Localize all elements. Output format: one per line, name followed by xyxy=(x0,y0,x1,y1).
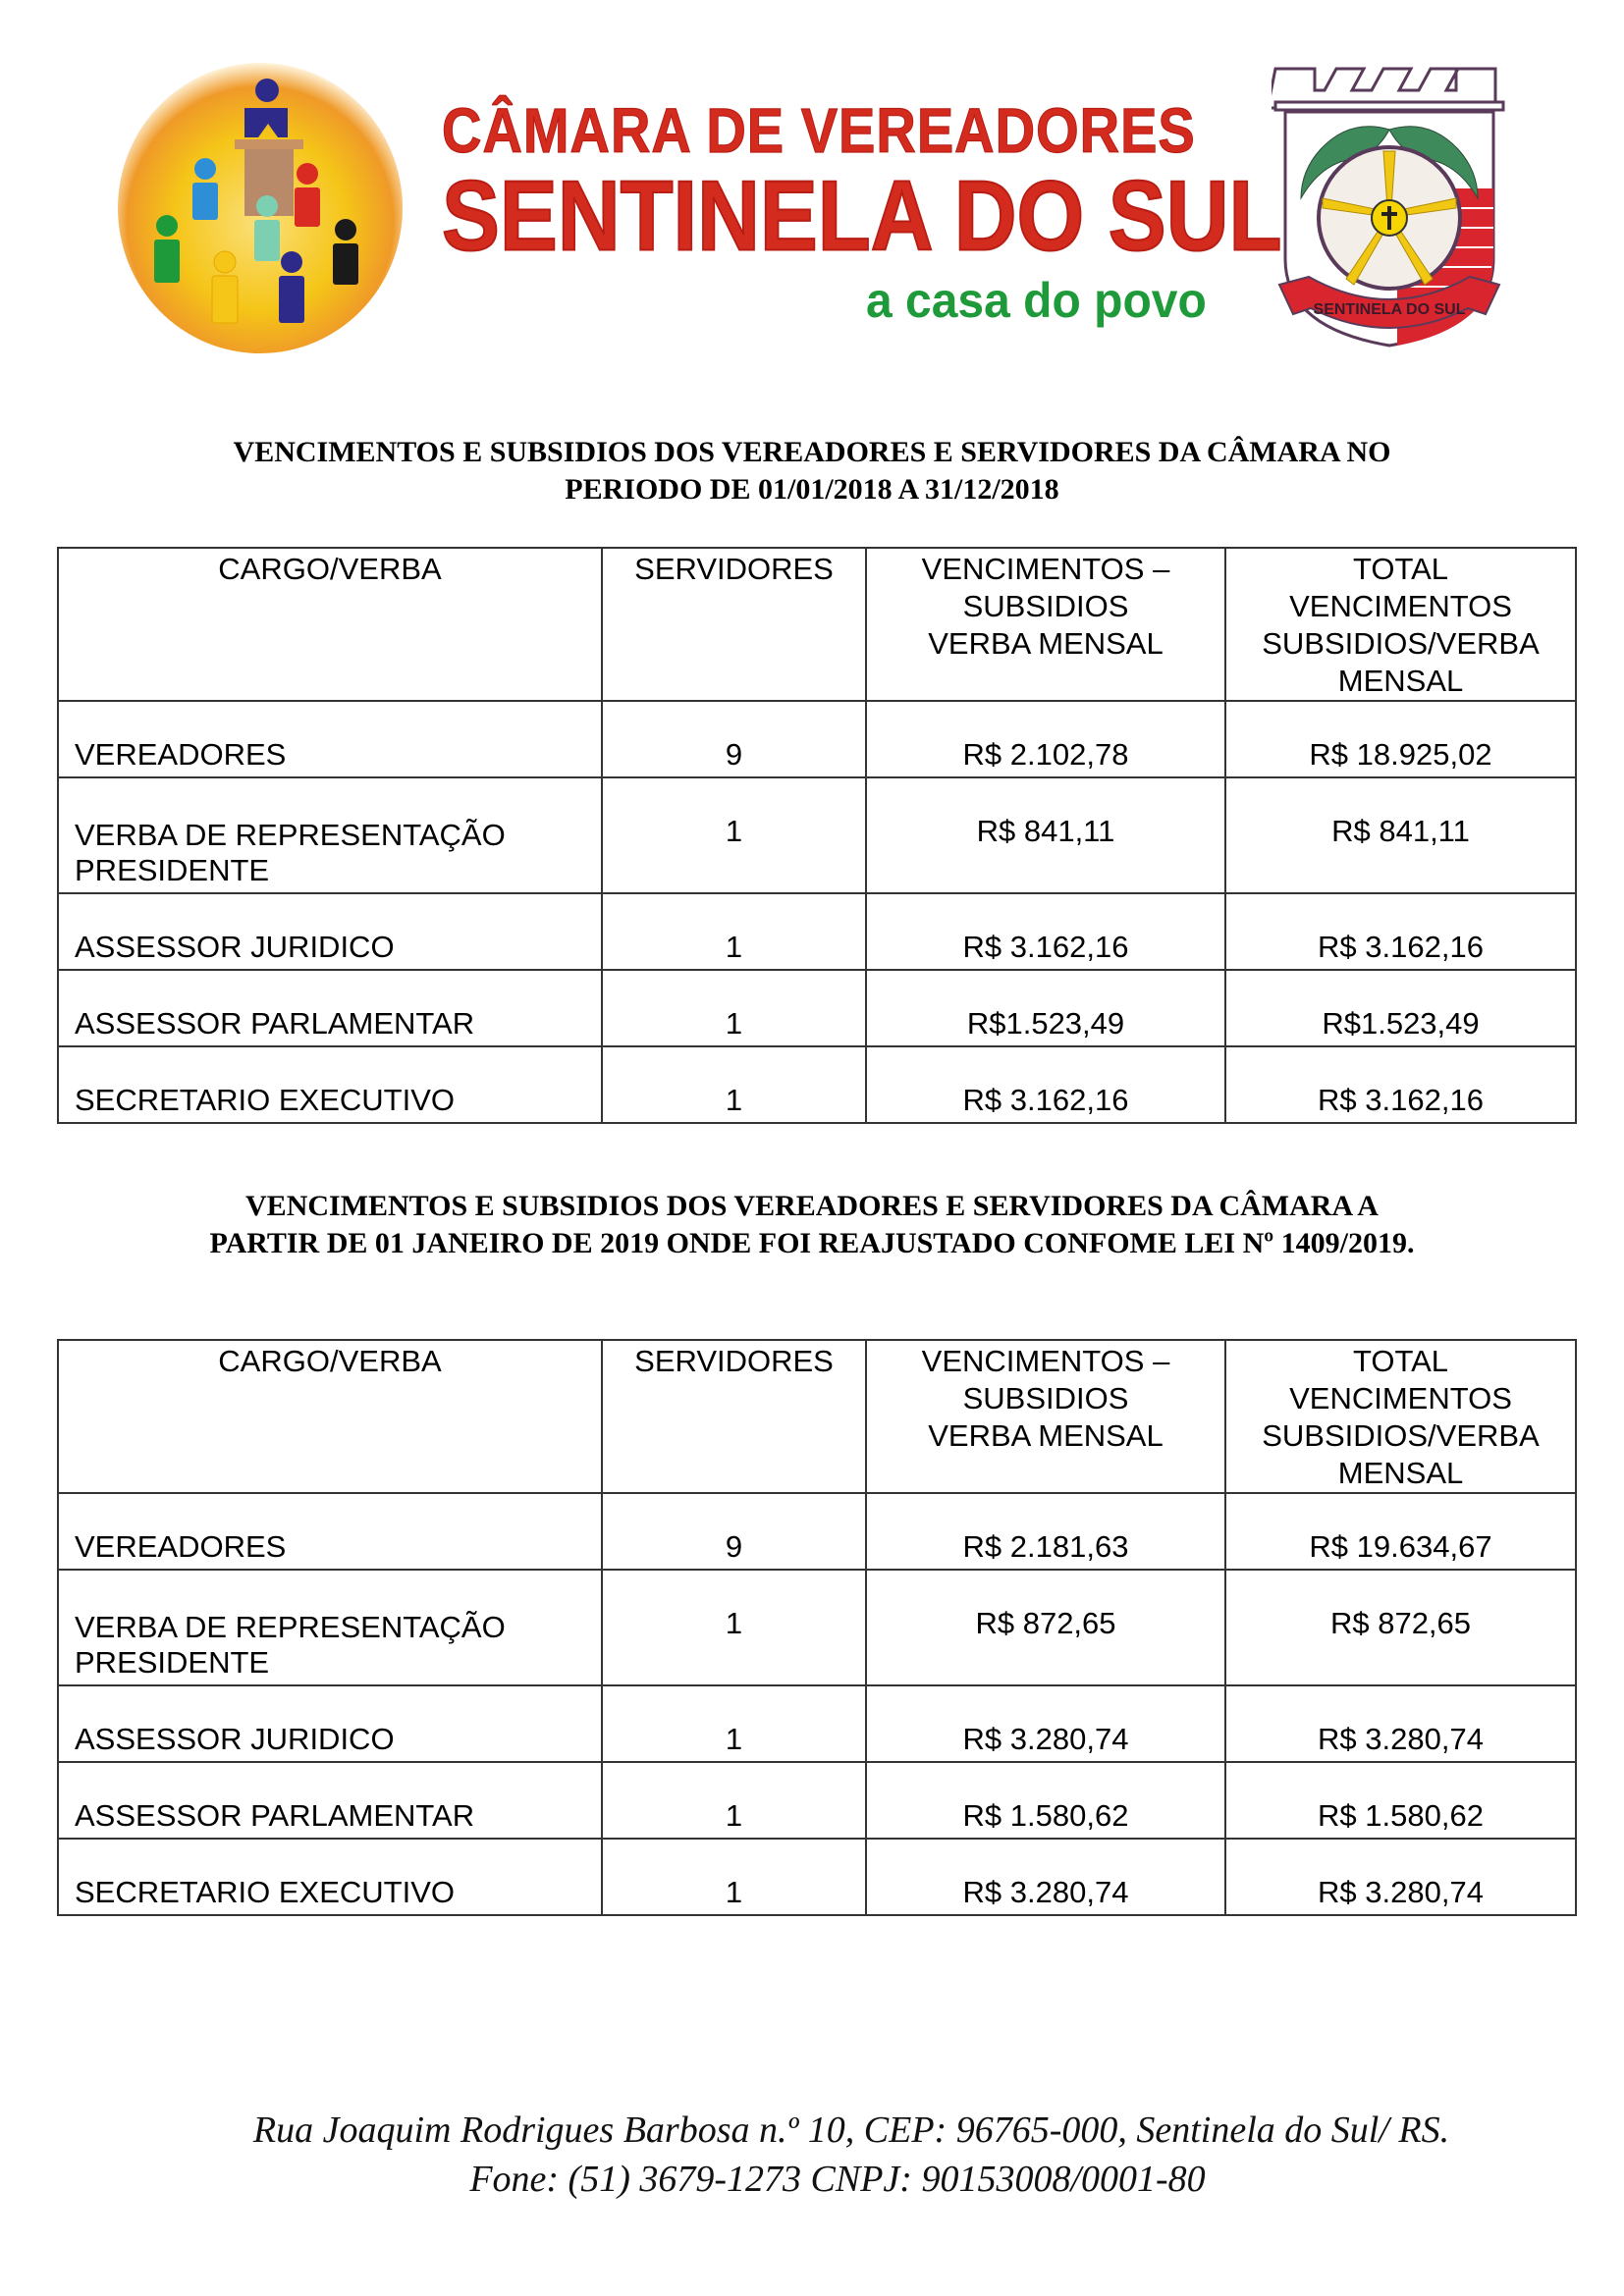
cell-cargo: ASSESSOR PARLAMENTAR xyxy=(58,970,602,1046)
cell-vencimento: R$ 841,11 xyxy=(866,777,1225,893)
cell-vencimento: R$ 3.280,74 xyxy=(866,1839,1225,1915)
cell-servidores: 9 xyxy=(602,701,866,777)
cell-vencimento: R$ 2.181,63 xyxy=(866,1493,1225,1570)
table-row xyxy=(58,1839,1576,1915)
cell-servidores: 1 xyxy=(602,1685,866,1762)
cell-cargo: ASSESSOR JURIDICO xyxy=(58,893,602,970)
letterhead xyxy=(0,0,1624,373)
cell-vencimento: R$ 2.102,78 xyxy=(866,701,1225,777)
table-row xyxy=(58,1685,1576,1762)
cell-servidores: 1 xyxy=(602,1570,866,1685)
cell-vencimento: R$ 1.580,62 xyxy=(866,1762,1225,1839)
section2-heading-line1: VENCIMENTOS E SUBSIDIOS DOS VEREADORES E SERVIDORES DA CÂMARA A xyxy=(245,1190,1379,1222)
table-header-row xyxy=(58,1340,1576,1493)
section1-heading-line2: PERIODO DE 01/01/2018 A 31/12/2018 xyxy=(565,473,1059,506)
table-row xyxy=(58,1570,1576,1685)
table-row xyxy=(58,1046,1576,1123)
chamber-people-logo-icon xyxy=(115,61,405,355)
cell-cargo: VERBA DE REPRESENTAÇÃO PRESIDENTE xyxy=(58,777,602,893)
column-header-cargo: CARGO/VERBA xyxy=(58,548,602,701)
cell-cargo: VEREADORES xyxy=(58,1493,602,1570)
section1-heading-line1: VENCIMENTOS E SUBSIDIOS DOS VEREADORES E SERVIDORES DA CÂMARA NO xyxy=(233,436,1391,468)
chamber-title-block xyxy=(442,93,1282,339)
cell-servidores: 1 xyxy=(602,893,866,970)
column-header-vencimentos: VENCIMENTOS – SUBSIDIOS VERBA MENSAL xyxy=(866,548,1225,701)
column-header-total: TOTAL VENCIMENTOS SUBSIDIOS/VERBA MENSAL xyxy=(1225,1340,1576,1493)
chamber-title-line2: SENTINELA DO SUL xyxy=(442,161,1282,272)
column-header-total: TOTAL VENCIMENTOS SUBSIDIOS/VERBA MENSAL xyxy=(1225,548,1576,701)
municipal-coat-of-arms-icon xyxy=(1272,61,1507,355)
cell-servidores: 1 xyxy=(602,1046,866,1123)
table-row xyxy=(58,970,1576,1046)
cell-servidores: 1 xyxy=(602,970,866,1046)
cell-servidores: 1 xyxy=(602,777,866,893)
cell-total: R$ 872,65 xyxy=(1225,1570,1576,1685)
cell-cargo: SECRETARIO EXECUTIVO xyxy=(58,1839,602,1915)
cell-cargo: VERBA DE REPRESENTAÇÃO PRESIDENTE xyxy=(58,1570,602,1685)
cell-total: R$ 3.162,16 xyxy=(1225,1046,1576,1123)
cell-cargo: ASSESSOR JURIDICO xyxy=(58,1685,602,1762)
column-header-servidores: SERVIDORES xyxy=(602,548,866,701)
cell-cargo: ASSESSOR PARLAMENTAR xyxy=(58,1762,602,1839)
cell-total: R$ 3.162,16 xyxy=(1225,893,1576,970)
cell-servidores: 1 xyxy=(602,1839,866,1915)
cell-vencimento: R$ 872,65 xyxy=(866,1570,1225,1685)
table-row xyxy=(58,893,1576,970)
cell-vencimento: R$ 3.162,16 xyxy=(866,1046,1225,1123)
footer-address: Rua Joaquim Rodrigues Barbosa n.º 10, CEP: 96765-000, Sentinela do Sul/ RS. xyxy=(252,2109,1450,2151)
cell-cargo: VEREADORES xyxy=(58,701,602,777)
column-header-servidores: SERVIDORES xyxy=(602,1340,866,1493)
cell-total: R$ 19.634,67 xyxy=(1225,1493,1576,1570)
cell-servidores: 1 xyxy=(602,1762,866,1839)
cell-vencimento: R$ 3.280,74 xyxy=(866,1685,1225,1762)
table-row xyxy=(58,1493,1576,1570)
cell-total: R$1.523,49 xyxy=(1225,970,1576,1046)
section1-heading xyxy=(0,434,1624,508)
section2-heading-line2: PARTIR DE 01 JANEIRO DE 2019 ONDE FOI REAJUSTADO CONFOME LEI Nº 1409/2019. xyxy=(209,1227,1415,1259)
salary-table-2019 xyxy=(57,1339,1577,1916)
cell-total: R$ 3.280,74 xyxy=(1225,1839,1576,1915)
table-row xyxy=(58,1762,1576,1839)
chamber-tagline: a casa do povo xyxy=(866,274,1207,329)
cell-total: R$ 1.580,62 xyxy=(1225,1762,1576,1839)
column-header-vencimentos: VENCIMENTOS – SUBSIDIOS VERBA MENSAL xyxy=(866,1340,1225,1493)
table-row xyxy=(58,777,1576,893)
cell-servidores: 9 xyxy=(602,1493,866,1570)
salary-table-2018 xyxy=(57,547,1577,1124)
page-footer xyxy=(0,2106,1624,2204)
cell-vencimento: R$1.523,49 xyxy=(866,970,1225,1046)
cell-total: R$ 18.925,02 xyxy=(1225,701,1576,777)
section2-heading xyxy=(0,1188,1624,1262)
chamber-title-line1: CÂMARA DE VEREADORES xyxy=(442,94,1196,166)
table-row xyxy=(58,701,1576,777)
column-header-cargo: CARGO/VERBA xyxy=(58,1340,602,1493)
table-header-row xyxy=(58,548,1576,701)
cell-total: R$ 3.280,74 xyxy=(1225,1685,1576,1762)
cell-cargo: SECRETARIO EXECUTIVO xyxy=(58,1046,602,1123)
cell-vencimento: R$ 3.162,16 xyxy=(866,893,1225,970)
footer-contact: Fone: (51) 3679-1273 CNPJ: 90153008/0001-80 xyxy=(469,2159,1206,2200)
cell-total: R$ 841,11 xyxy=(1225,777,1576,893)
svg-text:SENTINELA DO SUL: SENTINELA DO SUL xyxy=(1313,301,1466,318)
